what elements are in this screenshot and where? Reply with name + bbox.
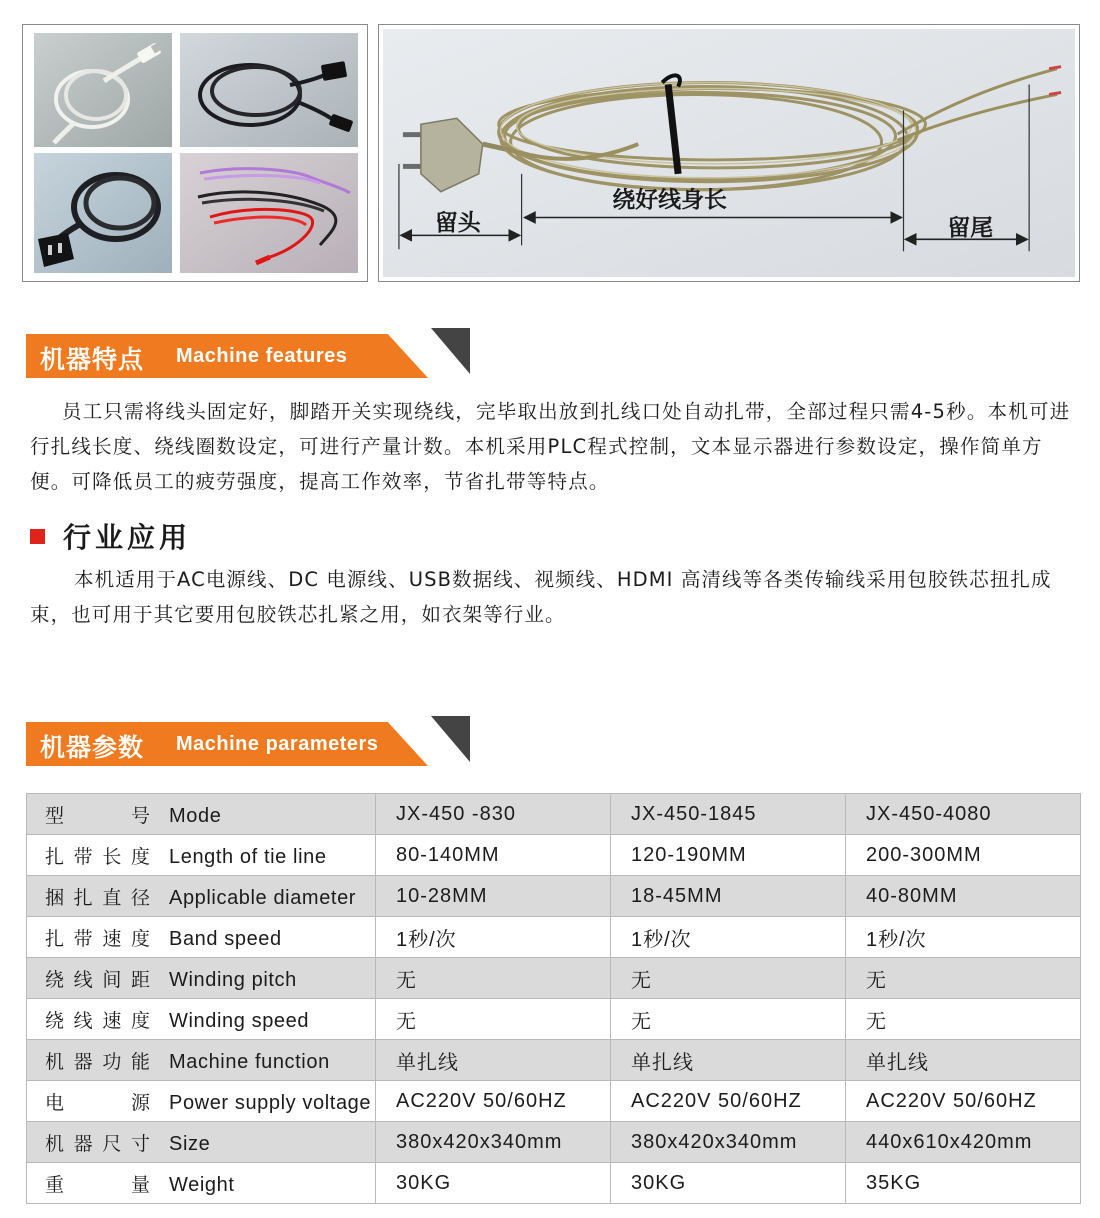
value-cell-model-2: 30KG bbox=[611, 1163, 846, 1204]
value-cell-model-3: 1秒/次 bbox=[846, 917, 1081, 958]
product-thumbnails-panel bbox=[22, 24, 368, 282]
row-label-en: Band speed bbox=[169, 927, 282, 950]
value-cell-model-2: 18-45MM bbox=[611, 876, 846, 917]
features-title-en: Machine features bbox=[176, 345, 348, 367]
row-label-cn: 捆扎直径 bbox=[45, 886, 151, 909]
table-row bbox=[27, 1163, 1081, 1204]
row-label-cell bbox=[27, 1163, 376, 1204]
row-label-en: Size bbox=[169, 1132, 211, 1155]
diagram-artwork bbox=[379, 25, 1079, 281]
row-label-cell bbox=[27, 1081, 376, 1122]
row-label-cell bbox=[27, 1040, 376, 1081]
white-usb-cable-photo bbox=[34, 33, 172, 147]
row-label-cell bbox=[27, 794, 376, 835]
row-label-cn: 机器功能 bbox=[45, 1050, 151, 1073]
row-label-en: Weight bbox=[169, 1173, 235, 1196]
value-cell-model-2: 单扎线 bbox=[611, 1040, 846, 1081]
value-cell-model-1: 无 bbox=[376, 999, 611, 1040]
cable-length-diagram bbox=[378, 24, 1080, 282]
black-usb-cable-photo bbox=[180, 33, 358, 147]
row-label-cn: 绕线速度 bbox=[45, 1009, 151, 1032]
table-row bbox=[27, 1122, 1081, 1163]
row-label-en: Length of tie line bbox=[169, 845, 327, 868]
row-label-cn: 电源 bbox=[45, 1091, 151, 1114]
value-cell-model-2: 无 bbox=[611, 958, 846, 999]
industry-title: 行业应用 bbox=[63, 521, 192, 554]
value-cell-model-2: AC220V 50/60HZ bbox=[611, 1081, 846, 1122]
row-label-cn: 扎带长度 bbox=[45, 845, 151, 868]
value-cell-model-2: 1秒/次 bbox=[611, 917, 846, 958]
machine-features-banner bbox=[26, 328, 446, 382]
value-cell-model-1: AC220V 50/60HZ bbox=[376, 1081, 611, 1122]
value-cell-model-2: 无 bbox=[611, 999, 846, 1040]
table-row bbox=[27, 999, 1081, 1040]
banner-triangle-decoration bbox=[420, 716, 470, 762]
value-cell-model-3: 无 bbox=[846, 999, 1081, 1040]
row-label-cell bbox=[27, 917, 376, 958]
row-label-cell bbox=[27, 958, 376, 999]
parameters-table-body bbox=[27, 794, 1081, 1204]
industry-heading bbox=[30, 516, 191, 556]
table-row bbox=[27, 1040, 1081, 1081]
row-label-cn: 重量 bbox=[45, 1173, 151, 1196]
table-row bbox=[27, 835, 1081, 876]
industry-paragraph-text: 本机适用于AC电源线、DC 电源线、USB数据线、视频线、HDMI 高清线等各类传输线采用包胶铁芯扭扎成束，也可用于其它要用包胶铁芯扎紧之用，如衣架等行业。 bbox=[30, 568, 1052, 626]
row-label-cn: 扎带速度 bbox=[45, 927, 151, 950]
row-label-cell bbox=[27, 999, 376, 1040]
row-label-en: Mode bbox=[169, 804, 222, 827]
value-cell-model-3: 单扎线 bbox=[846, 1040, 1081, 1081]
table-row bbox=[27, 876, 1081, 917]
table-row bbox=[27, 917, 1081, 958]
head-length-label: 留头 bbox=[434, 210, 481, 237]
features-paragraph-text: 员工只需将线头固定好，脚踏开关实现绕线，完毕取出放到扎线口处自动扎带，全部过程只需4-5秒。本机可进行扎线长度、绕线圈数设定，可进行产量计数。本机采用PLC程式控制，文本显示器进行参数设定，操作简单方便。可降低员工的疲劳强度，提高工作效率，节省扎带等特点。 bbox=[30, 400, 1071, 493]
row-label-cell bbox=[27, 1122, 376, 1163]
tail-length-label: 留尾 bbox=[947, 215, 994, 242]
value-cell-model-1: JX-450 -830 bbox=[376, 794, 611, 835]
row-label-cn: 绕线间距 bbox=[45, 968, 151, 991]
value-cell-model-3: AC220V 50/60HZ bbox=[846, 1081, 1081, 1122]
value-cell-model-1: 无 bbox=[376, 958, 611, 999]
row-label-en: Winding pitch bbox=[169, 968, 297, 991]
row-label-cell bbox=[27, 835, 376, 876]
machine-parameters-banner bbox=[26, 716, 446, 770]
colored-wires-photo bbox=[180, 153, 358, 273]
params-title-cn: 机器参数 bbox=[40, 733, 145, 762]
value-cell-model-3: 40-80MM bbox=[846, 876, 1081, 917]
params-title-en: Machine parameters bbox=[176, 733, 379, 755]
row-label-en: Machine function bbox=[169, 1050, 330, 1073]
body-length-label: 绕好线身长 bbox=[612, 187, 727, 214]
value-cell-model-1: 30KG bbox=[376, 1163, 611, 1204]
value-cell-model-3: 35KG bbox=[846, 1163, 1081, 1204]
banner-triangle-decoration bbox=[420, 328, 470, 374]
ac-plug-cable-photo bbox=[34, 153, 172, 273]
table-row bbox=[27, 794, 1081, 835]
red-square-bullet-icon bbox=[30, 529, 45, 544]
row-label-en: Applicable diameter bbox=[169, 886, 357, 909]
value-cell-model-2: 120-190MM bbox=[611, 835, 846, 876]
value-cell-model-3: JX-450-4080 bbox=[846, 794, 1081, 835]
row-label-en: Power supply voltage bbox=[169, 1091, 372, 1114]
value-cell-model-2: JX-450-1845 bbox=[611, 794, 846, 835]
value-cell-model-3: 无 bbox=[846, 958, 1081, 999]
value-cell-model-1: 10-28MM bbox=[376, 876, 611, 917]
table-row bbox=[27, 1081, 1081, 1122]
row-label-en: Winding speed bbox=[169, 1009, 310, 1032]
parameters-table bbox=[26, 793, 1081, 1204]
features-title-cn: 机器特点 bbox=[40, 345, 145, 374]
value-cell-model-1: 单扎线 bbox=[376, 1040, 611, 1081]
row-label-cn: 型号 bbox=[45, 804, 151, 827]
value-cell-model-2: 380x420x340mm bbox=[611, 1122, 846, 1163]
features-paragraph bbox=[30, 394, 1080, 499]
value-cell-model-1: 380x420x340mm bbox=[376, 1122, 611, 1163]
row-label-cell bbox=[27, 876, 376, 917]
value-cell-model-3: 200-300MM bbox=[846, 835, 1081, 876]
row-label-cn: 机器尺寸 bbox=[45, 1132, 151, 1155]
industry-paragraph bbox=[30, 562, 1080, 632]
value-cell-model-1: 80-140MM bbox=[376, 835, 611, 876]
table-row bbox=[27, 958, 1081, 999]
value-cell-model-1: 1秒/次 bbox=[376, 917, 611, 958]
value-cell-model-3: 440x610x420mm bbox=[846, 1122, 1081, 1163]
